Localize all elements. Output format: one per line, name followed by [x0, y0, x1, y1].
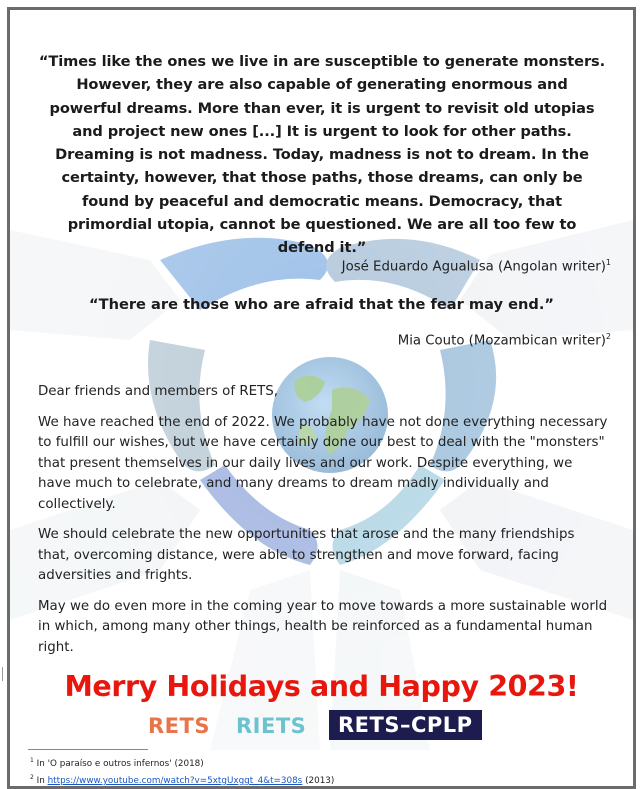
second-quote: “There are those who are afraid that the fear may end.” [89, 296, 554, 313]
letter-greeting: Dear friends and members of RETS, [38, 384, 279, 399]
riets-logo: RIETS [236, 714, 307, 738]
letter-body [38, 382, 608, 668]
footnote-2: $^2$ In https://www.youtube.com/watch?v=5xtgUxggt_4&t=308s (2013) [30, 773, 335, 786]
quote-attribution-agualusa [211, 258, 611, 274]
holiday-greeting-headline: Merry Holidays and Happy 2023! [64, 670, 579, 703]
attribution-text: José Eduardo Agualusa (Angolan writer) [341, 259, 606, 275]
letter-paragraph: We have reached the end of 2022. We probably have not done everything necessary to fulfill our wishes, but we have certainly done our best to deal with the "monsters" that present themselves in our daily lives and our work. Despite everything, we have much to celebrate, and many dreams to dream madly individually and collectively. [38, 414, 608, 512]
letter-paragraph: May we do even more in the coming year to move towards a more sustainable world in which, among many other things, health be reinforced as a fundamental human right. [38, 598, 608, 655]
footnote-ref[interactable]: 2 [605, 332, 611, 341]
footnote-1: $^1$ In 'O paraíso e outros infernos' (2018) [30, 757, 204, 769]
footnote-ref[interactable]: 1 [605, 258, 611, 267]
letter-paragraph: We should celebrate the new opportunities that arose and the many friendships that, overcoming distance, were able to strengthen and move forward, facing adversities and frights. [38, 527, 575, 583]
page-edge-marker [2, 667, 3, 681]
quote-attribution-couto [211, 332, 611, 348]
document-page [7, 7, 636, 789]
rets-cplp-logo: RETS–CPLP [329, 710, 482, 740]
footnotes [30, 754, 334, 788]
rets-logo: RETS [148, 714, 210, 738]
footnote-divider [28, 749, 148, 750]
attribution-text: Mia Couto (Mozambican writer) [397, 333, 606, 349]
opening-quote: “Times like the ones we live in are susceptible to generate monsters. However, they are also capable of generating enormous and powerful dreams. More than ever, it is urgent to revisit old utopias and project new ones [...] It is urgent to look for other paths. Dreaming is not madness. Today, madness is not to dream. In the certainty, however, that those paths, those dreams, can only be found by peaceful and democratic means. Democracy, that primordial utopia, cannot be questioned. We are all too few to defend it.” [38, 53, 606, 257]
logo-bar [10, 710, 633, 742]
youtube-link[interactable]: https://www.youtube.com/watch?v=5xtgUxggt_4&t=308s [47, 775, 303, 786]
